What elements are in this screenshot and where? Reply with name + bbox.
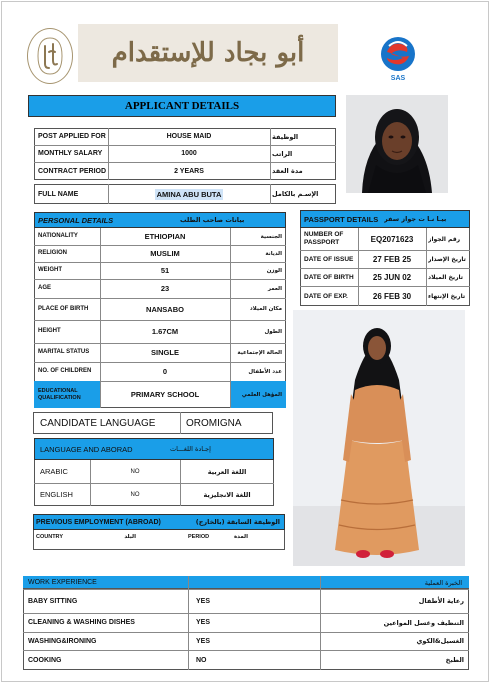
- religion-label: RELIGION: [38, 250, 68, 256]
- weight-ar: الوزن: [266, 267, 282, 274]
- height-label: HEIGHT: [38, 328, 61, 334]
- marital-status-ar: الحالة الإجتماعية: [237, 349, 282, 356]
- marital-status-label: MARITAL STATUS: [38, 349, 90, 355]
- nationality-value: ETHIOPIAN: [144, 232, 186, 241]
- english-ar: اللغة الانجليزية: [203, 490, 251, 499]
- passport-dob-label: DATE OF BIRTH: [304, 273, 354, 281]
- full-name-ar: الإسـم بالكامل: [272, 190, 319, 198]
- full-name-label: FULL NAME: [38, 190, 79, 198]
- personal-details-title-ar: بيانات صاحب الطلب: [180, 216, 245, 224]
- nationality-label: NATIONALITY: [38, 233, 78, 239]
- weight-value: 51: [160, 266, 170, 275]
- washing-ironing-ar: الغسيل&الكوي: [416, 637, 464, 645]
- agency-name-banner: [78, 24, 338, 82]
- date-of-issue-ar: تاريخ الإصدار: [428, 255, 466, 263]
- nationality-ar: الجنسية: [260, 233, 282, 240]
- passport-number-label: NUMBER OF PASSPORT: [304, 231, 344, 246]
- baby-sitting-label: BABY SITTING: [28, 597, 78, 605]
- religion-ar: الديانة: [265, 250, 282, 257]
- period-ar: المدة: [233, 534, 248, 540]
- sas-logo: [373, 32, 423, 82]
- height-value: 1.67CM: [151, 327, 179, 336]
- education-label: EDUCATIONAL QUALIFICATION: [38, 387, 81, 401]
- work-experience-title-ar-text: الخبرة العملية: [424, 578, 462, 587]
- full-name-value-cell: [108, 184, 270, 204]
- date-of-exp-label: DATE OF EXP.: [304, 292, 348, 300]
- monthly-salary-value: 1000: [181, 150, 197, 157]
- contract-period-ar: مدة العقد: [272, 167, 303, 175]
- candidate-language-label: CANDIDATE LANGUAGE: [40, 417, 156, 429]
- date-of-exp-value: 26 FEB 30: [372, 291, 412, 301]
- applicant-details-title: APPLICANT DETAILS: [124, 100, 240, 112]
- personal-details-title: PERSONAL DETAILS: [38, 215, 114, 225]
- religion-value: MUSLIM: [150, 249, 180, 258]
- education-value: PRIMARY SCHOOL: [130, 390, 200, 399]
- children-label: NO. OF CHILDREN: [38, 368, 92, 374]
- language-title-ar: إجـادة اللغـــات: [170, 445, 211, 453]
- cooking-value: NO: [196, 656, 207, 664]
- period-label: PERIOD: [188, 534, 210, 540]
- country-label: COUNTRY: [36, 534, 63, 540]
- children-ar: عدد الأطفال: [248, 368, 282, 375]
- passport-details-title: PASSPORT DETAILS: [304, 214, 379, 224]
- contract-period-label: CONTRACT PERIOD: [38, 167, 107, 175]
- baby-sitting-value: YES: [196, 597, 211, 605]
- date-of-issue-label: DATE OF ISSUE: [304, 255, 354, 263]
- arabic-ar: اللغة العربية: [207, 467, 247, 476]
- age-ar: العمر: [267, 285, 282, 292]
- candidate-language-value: OROMIGNA: [186, 417, 242, 429]
- cleaning-label: CLEANING & WASHING DISHES: [28, 619, 135, 626]
- previous-employment-title: PREVIOUS EMPLOYMENT (ABROAD): [36, 518, 161, 526]
- arabic-label: ARABIC: [40, 467, 68, 476]
- passport-dob-value: 25 JUN 02: [372, 272, 412, 282]
- arabic-value: NO: [130, 468, 140, 475]
- place-of-birth-label: PLACE OF BIRTH: [38, 305, 89, 312]
- cooking-ar: الطبخ: [445, 656, 464, 664]
- passport-number-ar: رقم الجواز: [428, 235, 461, 243]
- date-of-exp-ar: تاريخ الإنتهاء: [428, 292, 466, 300]
- previous-employment-title-ar: الوظيفة السابقة (بالخارج): [195, 518, 280, 526]
- monthly-salary-ar: الراتب: [272, 149, 293, 158]
- contract-period-value: 2 YEARS: [174, 167, 204, 175]
- education-ar: المؤهل العلمي: [241, 391, 282, 398]
- portrait-photo: [346, 95, 448, 193]
- work-experience-title: WORK EXPERIENCE: [28, 579, 97, 586]
- post-applied-value: HOUSE MAID: [166, 133, 212, 140]
- language-title: LANGUAGE AND ABORAD: [40, 444, 133, 454]
- place-of-birth-ar: مكان الميلاد: [249, 306, 282, 312]
- full-name-value: AMINA ABU BUTA: [156, 189, 222, 199]
- marital-status-value: SINGLE: [151, 348, 179, 357]
- age-label: AGE: [38, 285, 52, 291]
- passport-details-title-ar: بيـا نـا ت جواز سفر: [384, 215, 447, 223]
- english-value: NO: [130, 491, 140, 498]
- washing-ironing-value: YES: [196, 637, 211, 645]
- cooking-label: COOKING: [28, 656, 62, 664]
- monthly-salary-label: MONTHLY SALARY: [38, 150, 103, 157]
- washing-ironing-label: WASHING&IRONING: [28, 637, 97, 645]
- passport-number-value: EQ2071623: [370, 234, 414, 244]
- children-value: 0: [162, 367, 168, 376]
- age-value: 23: [160, 284, 170, 293]
- cleaning-ar: التنظيف وغسل المواعين: [383, 618, 464, 627]
- height-ar: الطول: [264, 328, 282, 335]
- country-ar: البلد: [124, 534, 136, 540]
- agency-seal-logo: [27, 28, 73, 84]
- date-of-issue-value: 27 FEB 25: [372, 254, 412, 264]
- post-applied-label: POST APPLIED FOR: [38, 133, 106, 140]
- place-of-birth-value: NANSABO: [146, 304, 184, 314]
- applicant-details-header: [28, 95, 336, 117]
- baby-sitting-ar: رعاية الأطفال: [418, 597, 464, 605]
- work-experience-title-ar: [322, 576, 462, 589]
- full-body-photo: [293, 310, 465, 566]
- passport-dob-ar: تاريخ الميلاد: [428, 273, 464, 281]
- post-applied-ar: الوظيفة: [272, 132, 299, 141]
- sas-logo-text: SAS: [390, 75, 406, 82]
- agency-name: أبو بجاد للإستقدام: [111, 38, 305, 68]
- weight-label: WEIGHT: [38, 267, 62, 273]
- english-label: ENGLISH: [40, 490, 73, 499]
- cleaning-value: YES: [196, 619, 211, 626]
